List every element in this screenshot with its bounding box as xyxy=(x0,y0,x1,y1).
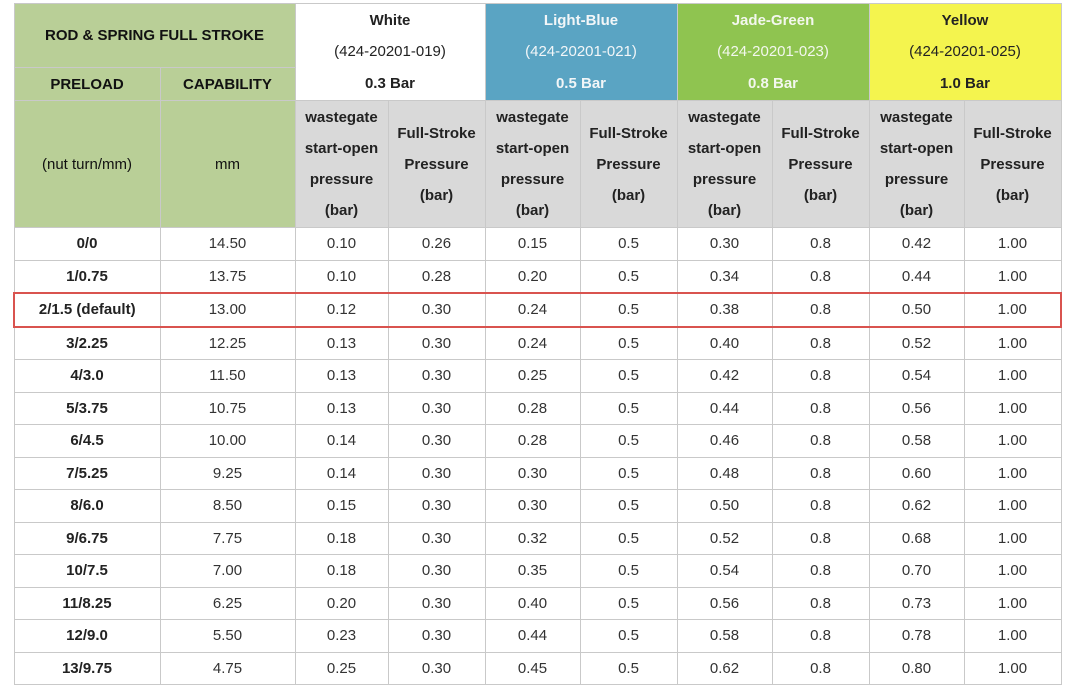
start-open-pressure-cell: 0.46 xyxy=(677,425,772,458)
start-open-pressure-cell: 0.44 xyxy=(485,620,580,653)
full-stroke-pressure-cell: 1.00 xyxy=(964,392,1061,425)
start-open-pressure-cell: 0.50 xyxy=(677,490,772,523)
full-stroke-pressure-cell: 0.5 xyxy=(580,490,677,523)
full-stroke-pressure-cell: 0.5 xyxy=(580,522,677,555)
full-stroke-pressure-cell: 0.8 xyxy=(772,587,869,620)
start-open-header xyxy=(485,101,580,228)
full-stroke-pressure-cell: 0.30 xyxy=(388,392,485,425)
start-open-pressure-cell: 0.34 xyxy=(677,260,772,293)
full-stroke-pressure-cell: 0.8 xyxy=(772,360,869,393)
full-stroke-header xyxy=(964,101,1061,228)
start-open-line: start-open xyxy=(879,140,954,157)
preload-cell: 4/3.0 xyxy=(14,360,160,393)
full-stroke-pressure-cell: 0.8 xyxy=(772,490,869,523)
full-stroke-line: (bar) xyxy=(995,186,1030,204)
start-open-pressure-cell: 0.15 xyxy=(485,228,580,261)
preload-cell: 10/7.5 xyxy=(14,555,160,588)
start-open-line: wastegate xyxy=(305,109,378,126)
full-stroke-pressure-cell: 0.8 xyxy=(772,457,869,490)
preload-unit-header: (nut turn/mm) xyxy=(14,101,160,228)
capability-header: CAPABILITY xyxy=(160,68,295,101)
start-open-pressure-cell: 0.28 xyxy=(485,425,580,458)
start-open-pressure-cell: 0.40 xyxy=(677,327,772,360)
start-open-pressure-cell: 0.32 xyxy=(485,522,580,555)
full-stroke-pressure-cell: 0.30 xyxy=(388,555,485,588)
full-stroke-line: (bar) xyxy=(611,186,646,204)
capability-cell: 8.50 xyxy=(160,490,295,523)
spring-part: (424-20201-021) xyxy=(525,43,637,61)
start-open-line: wastegate xyxy=(496,109,569,126)
full-stroke-line: (bar) xyxy=(803,186,838,204)
start-open-pressure-cell: 0.62 xyxy=(869,490,964,523)
spring-header-yellow xyxy=(869,4,1061,101)
full-stroke-pressure-cell: 0.30 xyxy=(388,425,485,458)
spring-bar: 1.0 Bar xyxy=(939,74,991,92)
spring-name: Light-Blue xyxy=(543,11,619,29)
start-open-pressure-cell: 0.62 xyxy=(677,652,772,685)
preload-cell: 7/5.25 xyxy=(14,457,160,490)
start-open-pressure-cell: 0.35 xyxy=(485,555,580,588)
preload-cell: 1/0.75 xyxy=(14,260,160,293)
full-stroke-pressure-cell: 0.30 xyxy=(388,457,485,490)
spring-part: (424-20201-025) xyxy=(909,43,1021,61)
full-stroke-pressure-cell: 0.8 xyxy=(772,293,869,327)
start-open-pressure-cell: 0.68 xyxy=(869,522,964,555)
table-title-text: ROD & SPRING FULL STROKE xyxy=(45,27,264,44)
full-stroke-line: Pressure xyxy=(404,155,469,173)
spring-name: Jade-Green xyxy=(731,11,815,29)
start-open-line: pressure xyxy=(884,171,949,188)
full-stroke-pressure-cell: 0.5 xyxy=(580,392,677,425)
full-stroke-pressure-cell: 0.30 xyxy=(388,587,485,620)
capability-unit-header: mm xyxy=(160,101,295,228)
table-row xyxy=(14,587,1061,620)
spring-bar: 0.8 Bar xyxy=(747,74,799,92)
spring-header-light-blue xyxy=(485,4,677,101)
preload-cell: 11/8.25 xyxy=(14,587,160,620)
start-open-pressure-cell: 0.23 xyxy=(295,620,388,653)
spring-preload-table xyxy=(13,3,1062,685)
start-open-header xyxy=(295,101,388,228)
start-open-pressure-cell: 0.24 xyxy=(485,293,580,327)
full-stroke-pressure-cell: 1.00 xyxy=(964,228,1061,261)
table-title xyxy=(14,4,295,68)
full-stroke-pressure-cell: 0.5 xyxy=(580,327,677,360)
full-stroke-pressure-cell: 0.30 xyxy=(388,652,485,685)
full-stroke-line: Pressure xyxy=(980,155,1045,173)
full-stroke-pressure-cell: 0.8 xyxy=(772,327,869,360)
full-stroke-pressure-cell: 0.28 xyxy=(388,260,485,293)
table-row xyxy=(14,260,1061,293)
spring-name: White xyxy=(369,11,411,29)
start-open-header xyxy=(677,101,772,228)
capability-cell: 9.25 xyxy=(160,457,295,490)
start-open-pressure-cell: 0.58 xyxy=(869,425,964,458)
start-open-line: start-open xyxy=(687,140,762,157)
preload-cell: 3/2.25 xyxy=(14,327,160,360)
start-open-line: wastegate xyxy=(880,109,953,126)
full-stroke-pressure-cell: 1.00 xyxy=(964,327,1061,360)
full-stroke-pressure-cell: 1.00 xyxy=(964,522,1061,555)
table-row xyxy=(14,490,1061,523)
preload-cell: 2/1.5 (default) xyxy=(14,293,160,327)
full-stroke-pressure-cell: 1.00 xyxy=(964,555,1061,588)
preload-header: PRELOAD xyxy=(14,68,160,101)
preload-cell: 6/4.5 xyxy=(14,425,160,458)
full-stroke-line: Pressure xyxy=(596,155,661,173)
start-open-pressure-cell: 0.30 xyxy=(485,457,580,490)
start-open-pressure-cell: 0.50 xyxy=(869,293,964,327)
start-open-line: pressure xyxy=(692,171,757,188)
start-open-line: (bar) xyxy=(324,202,359,219)
full-stroke-pressure-cell: 0.5 xyxy=(580,555,677,588)
start-open-pressure-cell: 0.56 xyxy=(869,392,964,425)
start-open-pressure-cell: 0.70 xyxy=(869,555,964,588)
start-open-pressure-cell: 0.60 xyxy=(869,457,964,490)
start-open-pressure-cell: 0.58 xyxy=(677,620,772,653)
start-open-line: (bar) xyxy=(515,202,550,219)
start-open-pressure-cell: 0.14 xyxy=(295,425,388,458)
capability-cell: 6.25 xyxy=(160,587,295,620)
full-stroke-pressure-cell: 0.5 xyxy=(580,620,677,653)
capability-cell: 7.00 xyxy=(160,555,295,588)
table-body xyxy=(14,228,1061,685)
start-open-line: start-open xyxy=(495,140,570,157)
start-open-pressure-cell: 0.78 xyxy=(869,620,964,653)
capability-cell: 12.25 xyxy=(160,327,295,360)
start-open-pressure-cell: 0.13 xyxy=(295,327,388,360)
preload-cell: 9/6.75 xyxy=(14,522,160,555)
spring-table-container xyxy=(13,3,1062,685)
full-stroke-pressure-cell: 0.8 xyxy=(772,425,869,458)
full-stroke-pressure-cell: 1.00 xyxy=(964,425,1061,458)
start-open-pressure-cell: 0.30 xyxy=(677,228,772,261)
start-open-pressure-cell: 0.73 xyxy=(869,587,964,620)
start-open-pressure-cell: 0.25 xyxy=(295,652,388,685)
full-stroke-pressure-cell: 0.8 xyxy=(772,392,869,425)
full-stroke-pressure-cell: 0.8 xyxy=(772,652,869,685)
full-stroke-pressure-cell: 1.00 xyxy=(964,620,1061,653)
table-row xyxy=(14,555,1061,588)
capability-cell: 4.75 xyxy=(160,652,295,685)
start-open-pressure-cell: 0.54 xyxy=(869,360,964,393)
capability-cell: 11.50 xyxy=(160,360,295,393)
full-stroke-pressure-cell: 1.00 xyxy=(964,457,1061,490)
start-open-pressure-cell: 0.15 xyxy=(295,490,388,523)
table-row xyxy=(14,620,1061,653)
start-open-pressure-cell: 0.56 xyxy=(677,587,772,620)
capability-cell: 10.00 xyxy=(160,425,295,458)
capability-cell: 14.50 xyxy=(160,228,295,261)
full-stroke-pressure-cell: 0.5 xyxy=(580,360,677,393)
full-stroke-line: Full-Stroke xyxy=(781,124,860,142)
full-stroke-pressure-cell: 0.30 xyxy=(388,360,485,393)
start-open-pressure-cell: 0.40 xyxy=(485,587,580,620)
full-stroke-pressure-cell: 0.5 xyxy=(580,587,677,620)
start-open-line: (bar) xyxy=(899,202,934,219)
full-stroke-pressure-cell: 0.30 xyxy=(388,327,485,360)
start-open-line: pressure xyxy=(500,171,565,188)
full-stroke-pressure-cell: 1.00 xyxy=(964,652,1061,685)
full-stroke-pressure-cell: 0.26 xyxy=(388,228,485,261)
full-stroke-pressure-cell: 0.30 xyxy=(388,490,485,523)
start-open-pressure-cell: 0.38 xyxy=(677,293,772,327)
full-stroke-pressure-cell: 0.8 xyxy=(772,228,869,261)
start-open-pressure-cell: 0.44 xyxy=(677,392,772,425)
spring-bar: 0.3 Bar xyxy=(364,74,416,92)
full-stroke-pressure-cell: 1.00 xyxy=(964,490,1061,523)
start-open-pressure-cell: 0.54 xyxy=(677,555,772,588)
capability-cell: 5.50 xyxy=(160,620,295,653)
start-open-pressure-cell: 0.20 xyxy=(485,260,580,293)
table-row xyxy=(14,360,1061,393)
full-stroke-pressure-cell: 0.30 xyxy=(388,620,485,653)
start-open-pressure-cell: 0.10 xyxy=(295,260,388,293)
start-open-pressure-cell: 0.13 xyxy=(295,392,388,425)
spring-part: (424-20201-019) xyxy=(334,43,446,61)
spring-part: (424-20201-023) xyxy=(717,43,829,61)
full-stroke-header xyxy=(580,101,677,228)
full-stroke-pressure-cell: 0.5 xyxy=(580,228,677,261)
start-open-pressure-cell: 0.18 xyxy=(295,555,388,588)
full-stroke-pressure-cell: 0.8 xyxy=(772,522,869,555)
full-stroke-pressure-cell: 0.8 xyxy=(772,555,869,588)
start-open-pressure-cell: 0.80 xyxy=(869,652,964,685)
full-stroke-pressure-cell: 0.5 xyxy=(580,293,677,327)
full-stroke-pressure-cell: 1.00 xyxy=(964,587,1061,620)
full-stroke-pressure-cell: 0.5 xyxy=(580,260,677,293)
spring-bar: 0.5 Bar xyxy=(555,74,607,92)
preload-cell: 13/9.75 xyxy=(14,652,160,685)
capability-cell: 7.75 xyxy=(160,522,295,555)
start-open-pressure-cell: 0.30 xyxy=(485,490,580,523)
full-stroke-line: Full-Stroke xyxy=(589,124,668,142)
full-stroke-header xyxy=(772,101,869,228)
start-open-line: pressure xyxy=(309,171,374,188)
spring-header-white xyxy=(295,4,485,101)
start-open-line: (bar) xyxy=(707,202,742,219)
start-open-pressure-cell: 0.25 xyxy=(485,360,580,393)
full-stroke-pressure-cell: 1.00 xyxy=(964,293,1061,327)
table-row xyxy=(14,425,1061,458)
full-stroke-pressure-cell: 0.5 xyxy=(580,425,677,458)
start-open-line: start-open xyxy=(304,140,379,157)
spring-name: Yellow xyxy=(941,11,989,29)
preload-cell: 12/9.0 xyxy=(14,620,160,653)
capability-cell: 13.00 xyxy=(160,293,295,327)
preload-cell: 5/3.75 xyxy=(14,392,160,425)
start-open-pressure-cell: 0.42 xyxy=(869,228,964,261)
full-stroke-line: Full-Stroke xyxy=(397,124,476,142)
start-open-pressure-cell: 0.44 xyxy=(869,260,964,293)
start-open-pressure-cell: 0.14 xyxy=(295,457,388,490)
preload-cell: 8/6.0 xyxy=(14,490,160,523)
full-stroke-line: (bar) xyxy=(419,186,454,204)
start-open-pressure-cell: 0.20 xyxy=(295,587,388,620)
table-row xyxy=(14,457,1061,490)
full-stroke-pressure-cell: 1.00 xyxy=(964,260,1061,293)
table-row xyxy=(14,327,1061,360)
full-stroke-line: Full-Stroke xyxy=(973,124,1052,142)
start-open-pressure-cell: 0.48 xyxy=(677,457,772,490)
full-stroke-pressure-cell: 0.30 xyxy=(388,293,485,327)
start-open-pressure-cell: 0.24 xyxy=(485,327,580,360)
table-row xyxy=(14,392,1061,425)
capability-cell: 10.75 xyxy=(160,392,295,425)
table-row xyxy=(14,228,1061,261)
full-stroke-pressure-cell: 0.5 xyxy=(580,652,677,685)
start-open-pressure-cell: 0.28 xyxy=(485,392,580,425)
full-stroke-pressure-cell: 0.5 xyxy=(580,457,677,490)
start-open-pressure-cell: 0.12 xyxy=(295,293,388,327)
start-open-pressure-cell: 0.13 xyxy=(295,360,388,393)
start-open-pressure-cell: 0.10 xyxy=(295,228,388,261)
start-open-pressure-cell: 0.52 xyxy=(869,327,964,360)
start-open-pressure-cell: 0.42 xyxy=(677,360,772,393)
full-stroke-header xyxy=(388,101,485,228)
capability-cell: 13.75 xyxy=(160,260,295,293)
start-open-pressure-cell: 0.52 xyxy=(677,522,772,555)
start-open-line: wastegate xyxy=(688,109,761,126)
start-open-header xyxy=(869,101,964,228)
table-row xyxy=(14,522,1061,555)
full-stroke-pressure-cell: 0.8 xyxy=(772,260,869,293)
spring-header-jade-green xyxy=(677,4,869,101)
full-stroke-pressure-cell: 1.00 xyxy=(964,360,1061,393)
full-stroke-line: Pressure xyxy=(788,155,853,173)
preload-cell: 0/0 xyxy=(14,228,160,261)
start-open-pressure-cell: 0.18 xyxy=(295,522,388,555)
start-open-pressure-cell: 0.45 xyxy=(485,652,580,685)
full-stroke-pressure-cell: 0.30 xyxy=(388,522,485,555)
full-stroke-pressure-cell: 0.8 xyxy=(772,620,869,653)
table-row-default xyxy=(14,293,1061,327)
